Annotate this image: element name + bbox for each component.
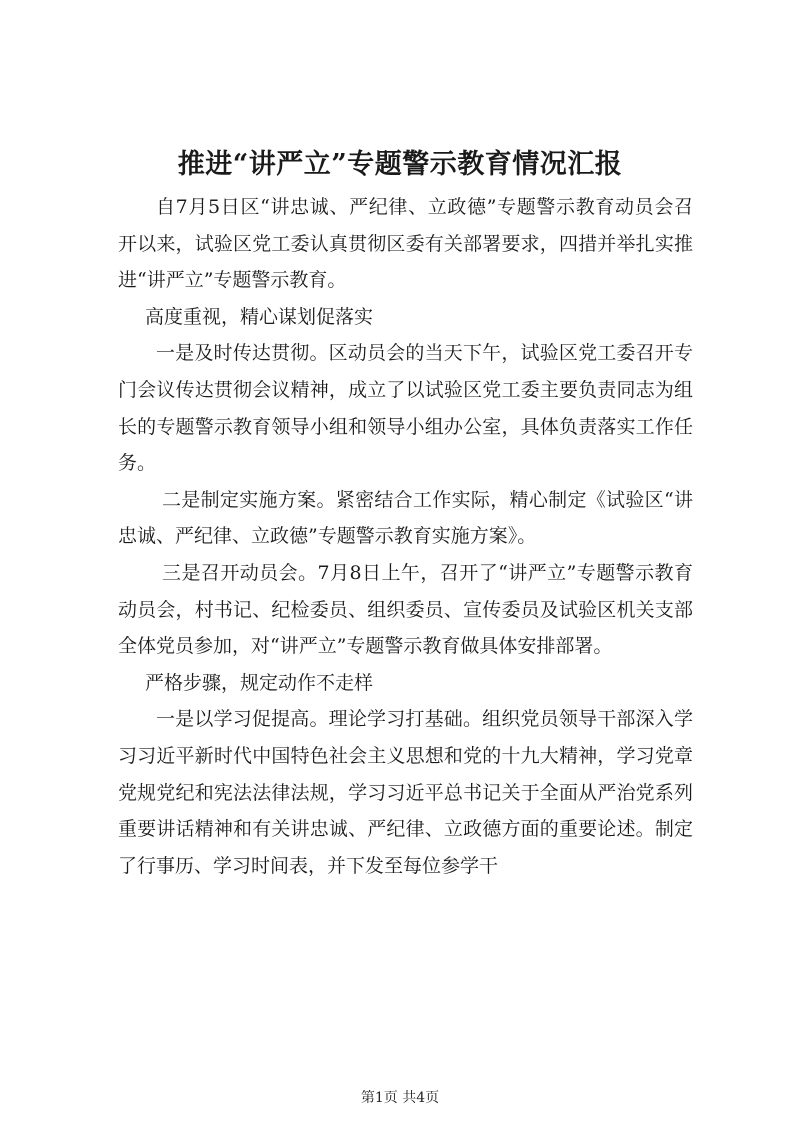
paragraph-meeting: 三是召开动员会。7月8日上午，召开了“讲严立”专题警示教育动员会，村书记、纪检委员、组织委员、宣传委员及试验区机关支部全体党员参加，对“讲严立”专题警示教育做具体安排部署。 <box>118 561 693 658</box>
document-body <box>118 189 693 884</box>
paragraph-plan: 二是制定实施方案。紧密结合工作实际，精心制定《试验区“讲忠诚、严纪律、立政德”专题警示教育实施方案》。 <box>118 488 693 548</box>
paragraph-intro: 自7月5日区“讲忠诚、严纪律、立政德”专题警示教育动员会召开以来，试验区党工委认真贯彻区委有关部署要求，四措并举扎实推进“讲严立”专题警示教育。 <box>118 196 693 292</box>
paragraph-study: 一是以学习促提高。理论学习打基础。组织党员领导干部深入学习习近平新时代中国特色社会主义思想和党的十九大精神，学习党章党规党纪和宪法法律法规，学习习近平总书记关于全面从严治党系列重要讲话精神和有关讲忠诚、严纪律、立政德方面的重要论述。制定了行事历、学习时间表，并下发至每位参学干 <box>118 708 693 877</box>
page-footer: 第1页 共4页 <box>360 1090 440 1106</box>
section-heading-2: 严格步骤，规定动作不走样 <box>145 671 374 694</box>
document-title: 推进“讲严立”专题警示教育情况汇报 <box>177 149 623 180</box>
paragraph-transmit: 一是及时传达贯彻。区动员会的当天下午，试验区党工委召开专门会议传达贯彻会议精神，成立了以试验区党工委主要负责同志为组长的专题警示教育领导小组和领导小组办公室，具体负责落实工作任务。 <box>118 342 693 475</box>
section-heading-1: 高度重视，精心谋划促落实 <box>145 305 374 328</box>
